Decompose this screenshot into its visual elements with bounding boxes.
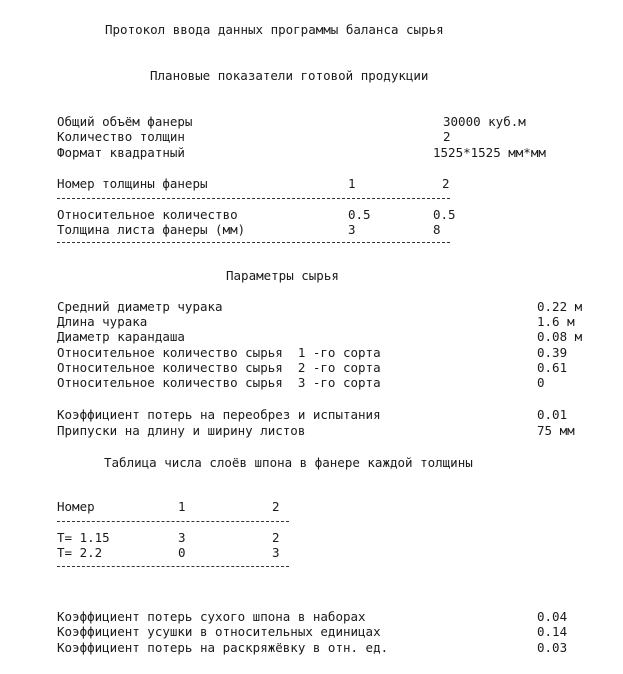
thickness-row-label: Относительное количество [57, 207, 238, 222]
plan-heading: Плановые показатели готовой продукции [150, 68, 429, 83]
raw-row-label: Диаметр карандаша [57, 329, 185, 344]
layers-header-label: Номер [57, 499, 95, 514]
raw-heading: Параметры сырья [226, 268, 339, 283]
raw-row-value: 0.61 [537, 360, 568, 375]
loss-row-value: 75 мм [537, 423, 575, 438]
loss-row-label: Припуски на длину и ширину листов [57, 423, 306, 438]
thickness-row-cell: 3 [348, 222, 356, 237]
raw-row-label: Средний диаметр чурака [57, 299, 223, 314]
thickness-row-cell: 0.5 [433, 207, 456, 222]
raw-row-value: 0 [537, 375, 545, 390]
layers-header-col: 1 [178, 499, 186, 514]
divider [57, 198, 450, 199]
coefficient-value: 0.03 [537, 640, 568, 655]
loss-row-label: Коэффициент потерь на переобрез и испытания [57, 407, 381, 422]
coefficient-label: Коэффициент потерь на раскряжёвку в отн. ед. [57, 640, 389, 655]
layers-row-cell: 3 [178, 530, 186, 545]
plan-row-value: 1525*1525 мм*мм [433, 145, 546, 160]
divider [57, 566, 289, 567]
coefficient-value: 0.04 [537, 609, 568, 624]
thickness-row-label: Толщина листа фанеры (мм) [57, 222, 246, 237]
coefficient-value: 0.14 [537, 624, 568, 639]
layers-heading: Таблица числа слоёв шпона в фанере каждой толщины [104, 455, 473, 470]
thickness-table-header-col: 1 [348, 176, 356, 191]
thickness-row-cell: 0.5 [348, 207, 371, 222]
plan-row-value: 2 [443, 129, 451, 144]
raw-row-label: Относительное количество сырья 3 -го сорта [57, 375, 381, 390]
raw-row-value: 1.6 м [537, 314, 575, 329]
document-title: Протокол ввода данных программы баланса сырья [105, 22, 444, 37]
layers-header-col: 2 [272, 499, 280, 514]
plan-row-label: Общий объём фанеры [57, 114, 193, 129]
raw-row-value: 0.08 м [537, 329, 583, 344]
plan-row-label: Формат квадратный [57, 145, 185, 160]
layers-row-label: T= 1.15 [57, 530, 110, 545]
layers-row-cell: 2 [272, 530, 280, 545]
raw-row-label: Относительное количество сырья 2 -го сорта [57, 360, 381, 375]
thickness-row-cell: 8 [433, 222, 441, 237]
raw-row-label: Относительное количество сырья 1 -го сорта [57, 345, 381, 360]
coefficient-label: Коэффициент потерь сухого шпона в наборах [57, 609, 366, 624]
plan-row-value: 30000 куб.м [443, 114, 526, 129]
plan-row-label: Количество толщин [57, 129, 185, 144]
raw-row-label: Длина чурака [57, 314, 148, 329]
divider [57, 242, 450, 243]
layers-row-label: T= 2.2 [57, 545, 103, 560]
layers-row-cell: 3 [272, 545, 280, 560]
divider [57, 521, 289, 522]
thickness-table-header-col: 2 [442, 176, 450, 191]
coefficient-label: Коэффициент усушки в относительных единицах [57, 624, 381, 639]
layers-row-cell: 0 [178, 545, 186, 560]
raw-row-value: 0.39 [537, 345, 568, 360]
loss-row-value: 0.01 [537, 407, 568, 422]
thickness-table-header-label: Номер толщины фанеры [57, 176, 208, 191]
raw-row-value: 0.22 м [537, 299, 583, 314]
